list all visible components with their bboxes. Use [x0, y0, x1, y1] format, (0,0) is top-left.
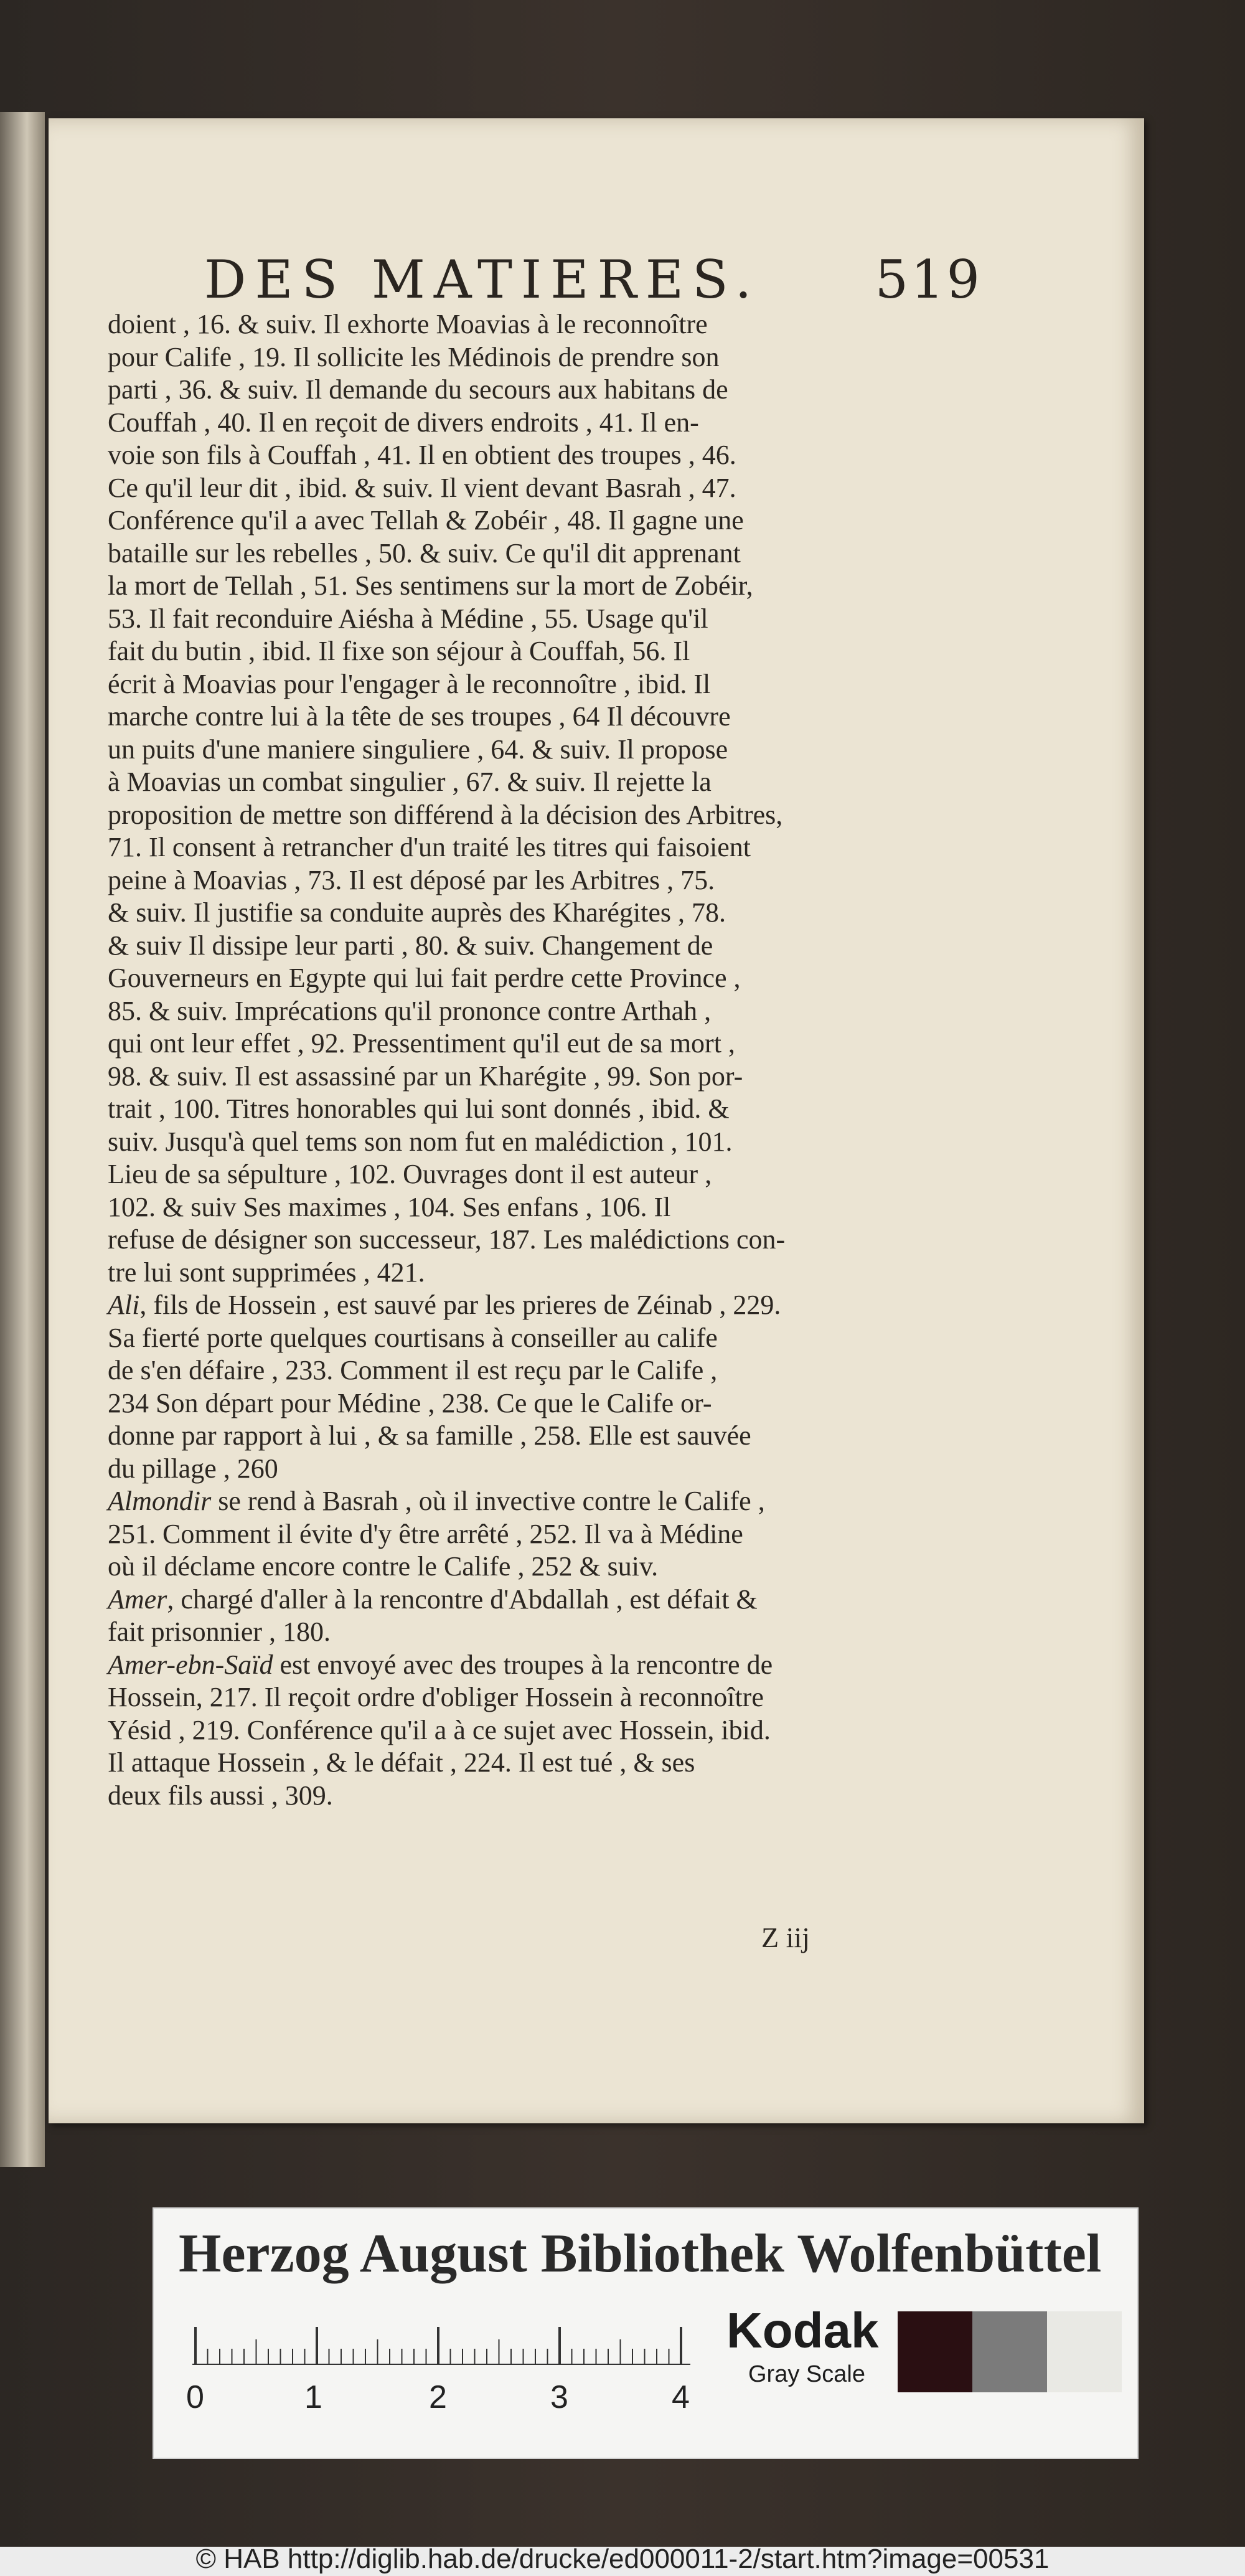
text-line: voie son fils à Couffah , 41. Il en obtient des troupes , 46.	[108, 440, 736, 470]
text-line: suiv. Jusqu'à quel tems son nom fut en malédiction , 101.	[108, 1126, 733, 1157]
scale-ruler	[186, 2314, 697, 2414]
running-head-title: DES MATIERES.	[204, 249, 761, 310]
ruler-number: 0	[186, 2379, 204, 2414]
text-line: du pillage , 260	[108, 1453, 278, 1484]
text-line: où il déclame encore contre le Calife , 252 & suiv.	[108, 1551, 659, 1582]
book-page	[49, 118, 1144, 2123]
entry-head: Almondir	[108, 1486, 212, 1516]
text-line: qui ont leur effet , 92. Pressentiment qu'il eut de sa mort ,	[108, 1028, 735, 1059]
text-line: Conférence qu'il a avec Tellah & Zobéir , 48. Il gagne une	[108, 505, 744, 535]
text-line: & suiv. Il justifie sa conduite auprès des Kharégites , 78.	[108, 897, 726, 928]
text-line: est envoyé avec des troupes à la rencontre de	[273, 1649, 773, 1680]
copyright-footer: © HAB http://diglib.hab.de/drucke/ed000011-2/start.htm?image=00531	[195, 2544, 1050, 2574]
text-line: 234 Son départ pour Médine , 238. Ce que le Calife or-	[108, 1387, 712, 1418]
text-line: 102. & suiv Ses maximes , 104. Ses enfans , 106. Il	[108, 1191, 671, 1222]
text-line: Couffah , 40. Il en reçoit de divers endroits , 41. Il en-	[108, 407, 699, 438]
text-line: 71. Il consent à retrancher d'un traité les titres qui faisoient	[108, 832, 751, 862]
text-line: trait , 100. Titres honorables qui lui sont donnés , ibid. &	[108, 1093, 730, 1124]
text-line: 85. & suiv. Imprécations qu'il prononce contre Arthah ,	[108, 995, 712, 1026]
text-line: donne par rapport à lui , & sa famille , 258. Elle est sauvée	[108, 1420, 751, 1451]
text-line: fait du butin , ibid. Il fixe son séjour à Couffah, 56. Il	[108, 636, 690, 666]
kodak-logo-text: Kodak	[726, 2303, 879, 2358]
text-line: refuse de désigner son successeur, 187. Les malédictions con-	[108, 1224, 786, 1255]
text-line: Hossein, 217. Il reçoit ordre d'obliger Hossein à reconnoître	[108, 1682, 764, 1712]
entry-head: Amer	[108, 1583, 167, 1615]
text-line: 98. & suiv. Il est assassiné par un Kharégite , 99. Son por-	[108, 1060, 743, 1092]
text-line: , fils de Hossein , est sauvé par les prieres de Zéinab , 229.	[139, 1290, 781, 1320]
index-text	[108, 308, 979, 1812]
text-line: bataille sur les rebelles , 50. & suiv. Ce qu'il dit apprenant	[108, 537, 741, 569]
index-entry-amer	[108, 1583, 979, 1649]
text-line: , chargé d'aller à la rencontre d'Abdallah , est défait &	[167, 1583, 758, 1615]
text-line: doient , 16. & suiv. Il exhorte Moavias à le reconnoître	[108, 309, 708, 339]
text-line: & suiv Il dissipe leur parti , 80. & suiv. Changement de	[108, 930, 713, 961]
ruler-number: 1	[304, 2379, 322, 2414]
swatch-mid	[972, 2311, 1047, 2392]
continued-paragraph	[108, 308, 979, 1289]
adjacent-page-edge	[0, 112, 45, 2167]
text-line: 53. Il fait reconduire Aiésha à Médine , 55. Usage qu'il	[108, 603, 708, 634]
page-number: 519	[875, 249, 982, 310]
text-line: marche contre lui à la tête de ses troupes , 64 Il découvre	[108, 701, 731, 732]
text-line: Il attaque Hossein , & le défait , 224. Il est tué , & ses	[108, 1747, 695, 1778]
text-line: de s'en défaire , 233. Comment il est reçu par le Calife ,	[108, 1355, 718, 1385]
text-line: deux fils aussi , 309.	[108, 1780, 333, 1811]
text-line: peine à Moavias , 73. Il est déposé par les Arbitres , 75.	[108, 864, 715, 895]
index-entry-almondir	[108, 1485, 979, 1583]
text-line: se rend à Basrah , où il invective contre le Calife ,	[211, 1486, 765, 1516]
text-line: pour Calife , 19. Il sollicite les Médinois de prendre son	[108, 341, 720, 372]
signature-mark: Z iij	[761, 1922, 810, 1953]
index-entry-ali	[108, 1289, 979, 1485]
text-line: écrit à Moavias pour l'engager à le reconnoître , ibid. Il	[108, 668, 711, 699]
text-line: Lieu de sa sépulture , 102. Ouvrages dont il est auteur ,	[108, 1159, 712, 1189]
text-line: 251. Comment il évite d'y être arrêté , 252. Il va à Médine	[108, 1518, 743, 1549]
text-line: fait prisonnier , 180.	[108, 1616, 331, 1647]
text-line: un puits d'une maniere singuliere , 64. & suiv. Il propose	[108, 734, 728, 765]
text-line: Ce qu'il leur dit , ibid. & suiv. Il vient devant Basrah , 47.	[108, 472, 736, 503]
ruler-number: 4	[672, 2379, 690, 2414]
library-name: Herzog August Bibliothek Wolfenbüttel	[179, 2224, 1102, 2284]
entry-head: Ali	[108, 1290, 140, 1320]
text-line: tre lui sont supprimées , 421.	[108, 1257, 425, 1288]
ruler-number: 3	[550, 2379, 568, 2414]
running-head	[204, 249, 982, 310]
gray-scale-label: Gray Scale	[748, 2361, 865, 2387]
ruler-number: 2	[429, 2379, 447, 2414]
text-line: à Moavias un combat singulier , 67. & suiv. Il rejette la	[108, 767, 712, 797]
text-line: Sa fierté porte quelques courtisans à conseiller au calife	[108, 1322, 718, 1353]
color-calibration-card	[153, 2207, 1139, 2459]
text-line: Yésid , 219. Conférence qu'il a à ce sujet avec Hossein, ibid.	[108, 1714, 771, 1745]
gray-scale-swatches	[898, 2311, 1122, 2392]
swatch-dark	[898, 2311, 972, 2392]
text-line: proposition de mettre son différend à la décision des Arbitres,	[108, 799, 783, 830]
text-line: Gouverneurs en Egypte qui lui fait perdre cette Province ,	[108, 963, 741, 993]
swatch-light	[1047, 2311, 1122, 2392]
entry-head: Amer-ebn-Saïd	[108, 1649, 273, 1680]
index-entry-amer-ebn-said	[108, 1649, 979, 1813]
text-line: parti , 36. & suiv. Il demande du secours aux habitans de	[108, 374, 728, 405]
text-line: la mort de Tellah , 51. Ses sentimens sur la mort de Zobéir,	[108, 570, 753, 601]
